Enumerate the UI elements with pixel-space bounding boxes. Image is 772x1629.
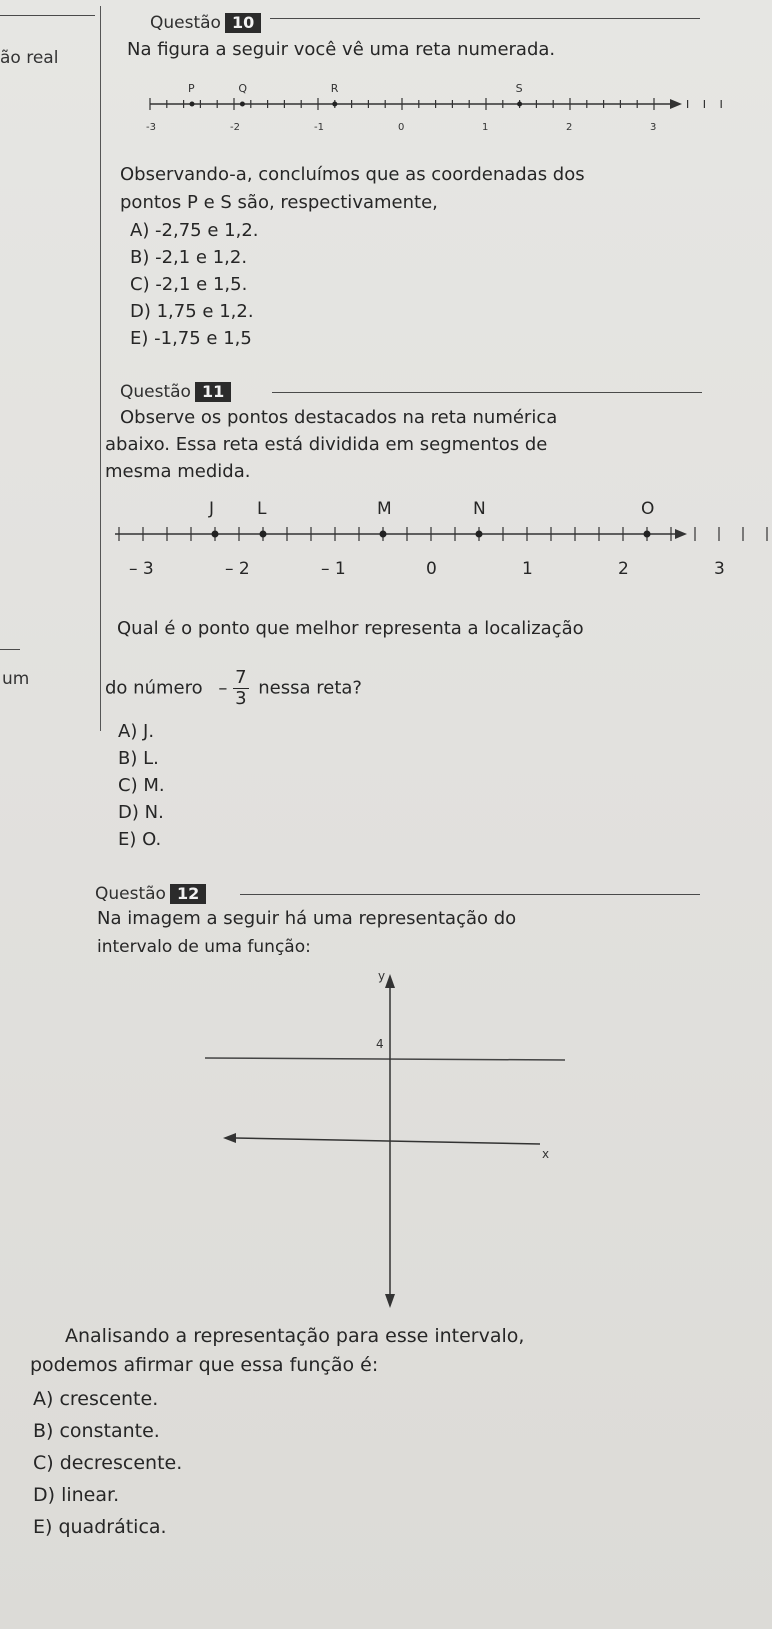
x-axis: [235, 1138, 540, 1144]
question-number-badge: 10: [225, 13, 261, 33]
point-marker: [240, 102, 245, 107]
question-12-prompt-2: intervalo de uma função:: [97, 937, 311, 957]
tick-label: 3: [714, 559, 725, 579]
point-marker: [190, 102, 195, 107]
question-11-prompt-1: Observe os pontos destacados na reta numérica: [120, 407, 558, 428]
tick-label: -3: [146, 122, 156, 133]
fraction: [233, 668, 248, 709]
tick-label: -2: [230, 122, 240, 133]
q12-option-d[interactable]: D) linear.: [33, 1484, 120, 1506]
fraction-expression: [218, 668, 248, 709]
tick-label: 2: [566, 122, 573, 133]
point-marker: [380, 531, 387, 538]
margin-rule: [0, 15, 95, 16]
question-12-header: [95, 884, 206, 904]
point-label: Q: [238, 82, 248, 95]
q11-option-a[interactable]: A) J.: [118, 721, 155, 742]
fraction-sign: –: [218, 678, 228, 699]
point-marker: [476, 531, 483, 538]
tick-label: – 2: [225, 559, 250, 579]
question-number-badge: 11: [195, 382, 231, 402]
q10-option-d[interactable]: D) 1,75 e 1,2.: [130, 301, 254, 322]
tick-label: -1: [314, 122, 324, 133]
question-11-question-2: [105, 668, 362, 709]
y-axis-label: y: [378, 969, 386, 983]
point-marker: [212, 531, 219, 538]
y-axis-arrow-up: [385, 974, 395, 988]
q12-option-a[interactable]: A) crescente.: [33, 1388, 159, 1410]
x-axis-arrow: [223, 1133, 236, 1143]
q11-option-b[interactable]: B) L.: [118, 748, 159, 769]
q12-option-c[interactable]: C) decrescente.: [33, 1452, 183, 1474]
fraction-numerator: 7: [235, 667, 247, 688]
tick-label: 3: [650, 122, 657, 133]
tick-label: 0: [398, 122, 405, 133]
point-marker: [644, 531, 651, 538]
question-label: Questão: [120, 382, 191, 402]
header-rule: [240, 894, 700, 895]
question-12-question-2: podemos afirmar que essa função é:: [30, 1354, 379, 1376]
question-label: Questão: [95, 884, 166, 904]
header-rule: [272, 392, 702, 393]
question-10-header: [150, 13, 261, 33]
q11-option-d[interactable]: D) N.: [118, 802, 164, 823]
question-10-prompt: Na figura a seguir você vê uma reta numerada.: [127, 39, 556, 60]
margin-fragment-top: ão real: [0, 48, 59, 68]
q10-number-line: [130, 70, 690, 135]
question-label: Questão: [150, 13, 221, 33]
point-label: R: [330, 82, 339, 95]
question-11-prompt-3: mesma medida.: [105, 461, 251, 482]
tick-label: – 1: [321, 559, 346, 579]
question-12-question-1: Analisando a representação para esse intervalo,: [65, 1325, 525, 1347]
point-label: N: [473, 499, 486, 519]
question-number-badge: 12: [170, 884, 206, 904]
q11-number-line: [105, 490, 725, 590]
tick-label: 1: [482, 122, 489, 133]
constant-function-line: [205, 1058, 565, 1060]
y-axis-arrow-down: [385, 1294, 395, 1308]
question-10-statement-2: pontos P e S são, respectivamente,: [120, 192, 438, 213]
point-label: P: [188, 82, 195, 95]
tick-label: 0: [426, 559, 437, 579]
point-label: O: [641, 499, 655, 519]
question-11-question-1: Qual é o ponto que melhor representa a localização: [117, 618, 584, 639]
fraction-denominator: 3: [235, 688, 247, 709]
y-value-label: 4: [376, 1037, 384, 1051]
tick-label: – 3: [129, 559, 154, 579]
q10-option-a[interactable]: A) -2,75 e 1,2.: [130, 220, 259, 241]
point-marker: [517, 102, 522, 107]
question-12-prompt-1: Na imagem a seguir há uma representação do: [97, 908, 517, 929]
question-text: do número: [105, 677, 203, 699]
q12-function-graph: [190, 960, 580, 1315]
point-label: M: [377, 499, 392, 519]
point-label: L: [257, 499, 267, 519]
q12-option-b[interactable]: B) constante.: [33, 1420, 160, 1442]
point-label: J: [209, 499, 215, 519]
q10-option-e[interactable]: E) -1,75 e 1,5: [130, 328, 252, 349]
question-11-header: [120, 382, 231, 402]
question-text: nessa reta?: [258, 677, 362, 699]
q10-option-b[interactable]: B) -2,1 e 1,2.: [130, 247, 248, 268]
question-11-prompt-2: abaixo. Essa reta está dividida em segmentos de: [105, 434, 548, 455]
x-axis-label: x: [542, 1147, 550, 1161]
tick-label: 1: [522, 559, 533, 579]
q12-option-e[interactable]: E) quadrática.: [33, 1516, 167, 1538]
column-divider: [100, 6, 101, 731]
q10-option-c[interactable]: C) -2,1 e 1,5.: [130, 274, 248, 295]
header-rule: [270, 18, 700, 19]
margin-rule: [0, 649, 20, 650]
point-marker: [260, 531, 267, 538]
margin-fragment-mid: um: [2, 669, 30, 689]
q11-option-e[interactable]: E) O.: [118, 829, 162, 850]
tick-label: 2: [618, 559, 629, 579]
point-label: S: [515, 82, 523, 95]
q11-option-c[interactable]: C) M.: [118, 775, 165, 796]
point-marker: [332, 102, 337, 107]
question-10-statement-1: Observando-a, concluímos que as coordenadas dos: [120, 164, 585, 185]
